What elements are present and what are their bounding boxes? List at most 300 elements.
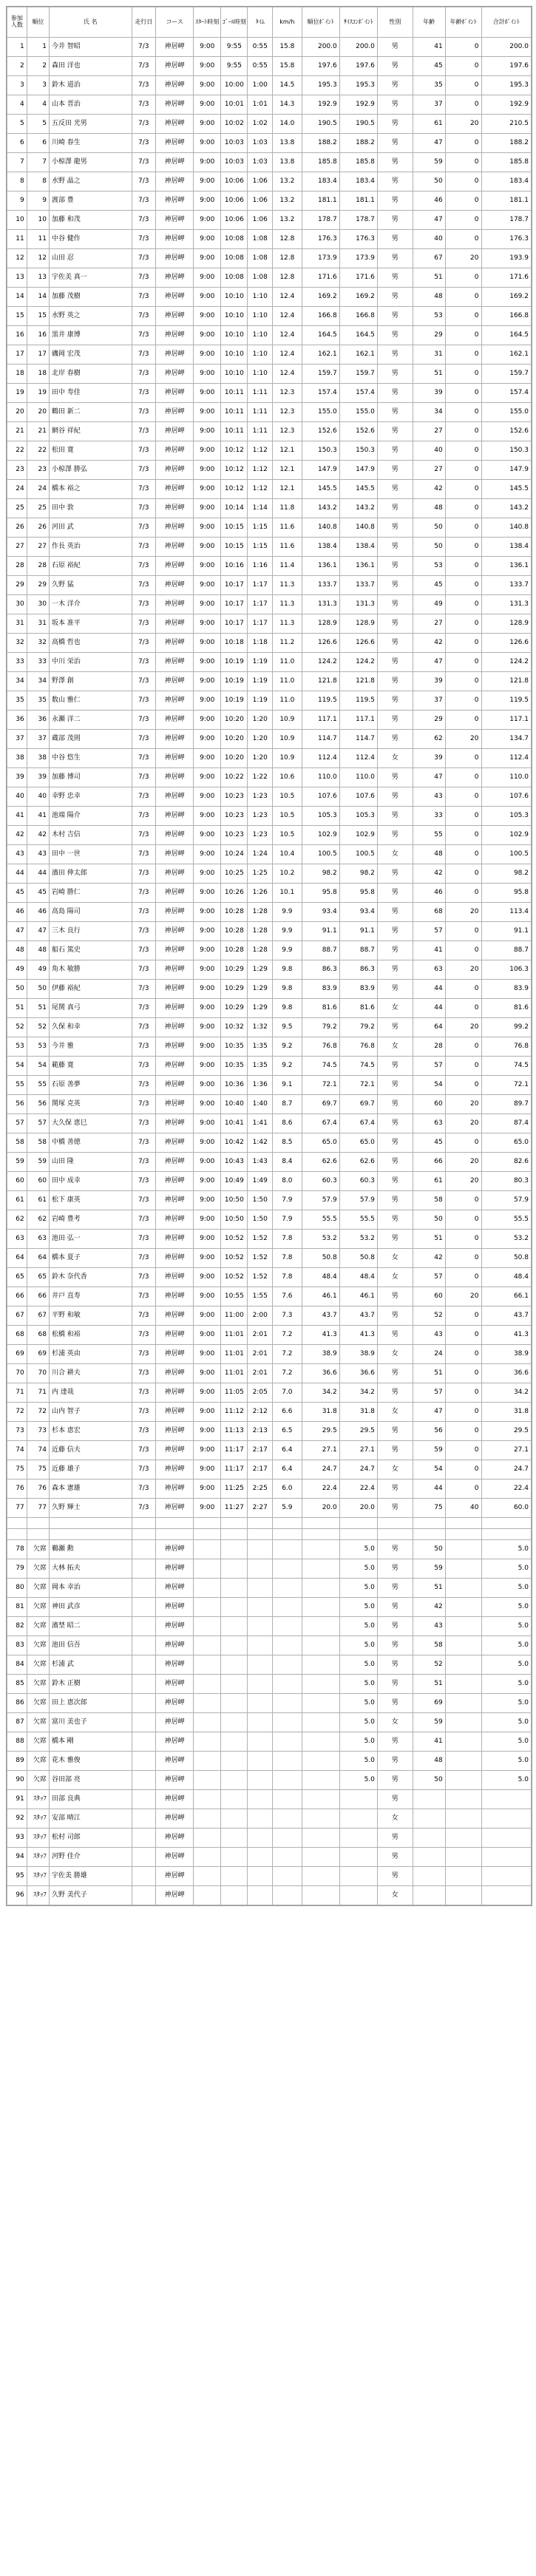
table-cell: 1:11 — [248, 384, 273, 403]
table-cell: 55.5 — [481, 1210, 532, 1230]
table-cell: 107.6 — [481, 787, 532, 807]
table-cell: 9.5 — [273, 1018, 302, 1037]
table-cell — [221, 1655, 248, 1675]
table-cell: 36 — [7, 711, 27, 730]
table-cell: 69 — [27, 1345, 49, 1364]
table-cell: 7.9 — [273, 1210, 302, 1230]
table-cell: 81.6 — [302, 999, 339, 1018]
spacer-cell — [377, 1518, 413, 1529]
table-cell: 神居岬 — [156, 384, 194, 403]
table-cell — [273, 1867, 302, 1886]
table-cell: 神居岬 — [156, 1268, 194, 1287]
table-cell: 105.3 — [339, 807, 377, 826]
table-cell: 91.1 — [302, 922, 339, 941]
table-cell: 9:00 — [194, 807, 221, 826]
table-cell: 41.3 — [302, 1326, 339, 1345]
table-cell: 1:06 — [248, 191, 273, 211]
table-cell: 40 — [413, 441, 445, 461]
table-cell: 10:11 — [221, 422, 248, 441]
table-cell: 1:12 — [248, 441, 273, 461]
table-cell: 10:20 — [221, 749, 248, 768]
table-cell: 5.0 — [339, 1655, 377, 1675]
table-cell: 0 — [445, 999, 481, 1018]
table-row — [7, 1268, 532, 1287]
table-cell: 12.1 — [273, 441, 302, 461]
table-cell: 60 — [413, 1095, 445, 1114]
table-cell: 84 — [7, 1655, 27, 1675]
table-cell: 105.3 — [302, 807, 339, 826]
table-cell: 7/3 — [132, 922, 156, 941]
table-cell: 男 — [377, 1076, 413, 1095]
table-cell: 男 — [377, 1790, 413, 1809]
table-cell: 男 — [377, 1172, 413, 1191]
table-cell: 8 — [27, 172, 49, 191]
table-cell: 121.8 — [339, 672, 377, 691]
header-cell: 合計ﾎﾟｲﾝﾄ — [481, 7, 532, 38]
table-cell: 7/3 — [132, 1191, 156, 1210]
table-cell: 0 — [445, 711, 481, 730]
table-row — [7, 1752, 532, 1771]
table-cell: 107.6 — [339, 787, 377, 807]
table-cell — [481, 1848, 532, 1867]
table-cell: 7/3 — [132, 1153, 156, 1172]
table-cell: 久野 猛 — [49, 576, 132, 595]
table-cell: 16 — [27, 326, 49, 345]
table-cell: 橋本 剛 — [49, 1732, 132, 1752]
table-cell: ｽﾀｯﾌ — [27, 1867, 49, 1886]
table-cell — [445, 1828, 481, 1848]
table-cell — [221, 1675, 248, 1694]
table-cell: 0 — [445, 941, 481, 960]
table-row — [7, 288, 532, 307]
table-cell: 数山 雅仁 — [49, 691, 132, 711]
table-cell: 55 — [413, 826, 445, 845]
table-cell: 9:00 — [194, 1191, 221, 1210]
table-cell: 10:23 — [221, 807, 248, 826]
table-cell: 男 — [377, 76, 413, 95]
table-cell: 0 — [445, 230, 481, 249]
table-cell — [413, 1867, 445, 1886]
table-cell: 9.8 — [273, 999, 302, 1018]
table-cell: 5.0 — [339, 1559, 377, 1579]
table-cell: 神居岬 — [156, 288, 194, 307]
table-cell: 欠席 — [27, 1732, 49, 1752]
table-cell: 森本 憲雄 — [49, 1479, 132, 1499]
table-cell: 0 — [445, 172, 481, 191]
table-cell — [445, 1713, 481, 1732]
table-cell: 1:02 — [248, 115, 273, 134]
table-cell: 9:00 — [194, 1326, 221, 1345]
table-cell: 7/3 — [132, 326, 156, 345]
table-cell — [194, 1713, 221, 1732]
table-cell: 73 — [7, 1422, 27, 1441]
table-row — [7, 249, 532, 268]
table-row — [7, 787, 532, 807]
table-cell: 53 — [7, 1037, 27, 1057]
table-cell: 39 — [413, 749, 445, 768]
table-cell — [445, 1848, 481, 1867]
table-cell: 20 — [445, 115, 481, 134]
table-cell: 0 — [445, 191, 481, 211]
table-cell: 欠席 — [27, 1559, 49, 1579]
table-cell: 宇佐美 真一 — [49, 268, 132, 288]
table-cell: 95.8 — [481, 884, 532, 903]
table-cell: 145.5 — [481, 480, 532, 499]
table-cell: 100.5 — [339, 845, 377, 864]
table-cell: 25 — [27, 499, 49, 518]
table-cell: 安部 晴江 — [49, 1809, 132, 1828]
table-cell: 29 — [7, 576, 27, 595]
table-cell: 加藤 茂樹 — [49, 288, 132, 307]
table-cell: 7/3 — [132, 903, 156, 922]
table-cell — [132, 1694, 156, 1713]
table-cell: 10:35 — [221, 1057, 248, 1076]
table-cell: 90 — [7, 1771, 27, 1790]
table-cell: 神居岬 — [156, 1886, 194, 1905]
table-cell: 伊藤 裕紀 — [49, 980, 132, 999]
table-cell: 9:00 — [194, 576, 221, 595]
spacer-cell — [221, 1518, 248, 1529]
table-cell: 濱田 伸太郎 — [49, 864, 132, 884]
table-cell: 1:08 — [248, 268, 273, 288]
table-cell: 2:01 — [248, 1345, 273, 1364]
table-cell — [445, 1790, 481, 1809]
table-cell: 37 — [27, 730, 49, 749]
table-cell: 神居岬 — [156, 1249, 194, 1268]
table-cell: 10:10 — [221, 326, 248, 345]
table-row — [7, 1617, 532, 1636]
table-cell — [302, 1675, 339, 1694]
table-cell: 81 — [7, 1598, 27, 1617]
table-cell — [194, 1675, 221, 1694]
table-cell: 72.1 — [302, 1076, 339, 1095]
table-cell: 作長 英治 — [49, 538, 132, 557]
table-cell: 61 — [27, 1191, 49, 1210]
table-cell: 93 — [7, 1828, 27, 1848]
table-cell — [132, 1771, 156, 1790]
table-cell: 57 — [413, 922, 445, 941]
table-cell: 14.0 — [273, 115, 302, 134]
table-row — [7, 211, 532, 230]
spacer-cell — [481, 1529, 532, 1540]
table-cell: 石原 善夢 — [49, 1076, 132, 1095]
table-row — [7, 1114, 532, 1133]
table-cell: 岩崎 豊考 — [49, 1210, 132, 1230]
table-cell: 9:00 — [194, 76, 221, 95]
table-cell: 9:00 — [194, 1153, 221, 1172]
table-cell: 神居岬 — [156, 1364, 194, 1383]
table-row — [7, 807, 532, 826]
table-cell: 神居岬 — [156, 1133, 194, 1153]
table-cell: 10:15 — [221, 538, 248, 557]
table-cell: 男 — [377, 1095, 413, 1114]
table-cell: 9:00 — [194, 730, 221, 749]
table-cell: 0 — [445, 1210, 481, 1230]
table-cell: 39 — [27, 768, 49, 787]
table-cell: 9:00 — [194, 653, 221, 672]
table-cell: 神居岬 — [156, 614, 194, 634]
table-cell: 高島 陽司 — [49, 903, 132, 922]
table-cell: 1:23 — [248, 826, 273, 845]
table-cell: 71 — [27, 1383, 49, 1403]
table-cell — [273, 1790, 302, 1809]
table-cell: 9:00 — [194, 1057, 221, 1076]
table-cell: 16 — [7, 326, 27, 345]
table-cell: 61 — [413, 115, 445, 134]
table-cell: 10.9 — [273, 711, 302, 730]
table-row — [7, 441, 532, 461]
table-cell: 38 — [27, 749, 49, 768]
table-cell: 欠席 — [27, 1694, 49, 1713]
table-cell: 5.0 — [339, 1617, 377, 1636]
table-cell: 1:35 — [248, 1057, 273, 1076]
table-cell: 神居岬 — [156, 172, 194, 191]
table-cell — [221, 1848, 248, 1867]
table-cell: 9:00 — [194, 1172, 221, 1191]
table-cell: 66 — [7, 1287, 27, 1306]
table-cell: 10:55 — [221, 1287, 248, 1306]
table-cell: 136.1 — [481, 557, 532, 576]
table-cell: 1:52 — [248, 1230, 273, 1249]
table-cell: 0 — [445, 1230, 481, 1249]
table-cell: 36 — [27, 711, 49, 730]
table-cell: 110.0 — [302, 768, 339, 787]
table-cell: 神居岬 — [156, 1345, 194, 1364]
table-cell: 内 達哉 — [49, 1383, 132, 1403]
table-row — [7, 1809, 532, 1828]
table-cell — [273, 1559, 302, 1579]
table-cell: 岩崎 勝仁 — [49, 884, 132, 903]
table-row — [7, 1598, 532, 1617]
table-cell: 10:12 — [221, 461, 248, 480]
table-cell: 神居岬 — [156, 1422, 194, 1441]
table-cell: 75 — [27, 1460, 49, 1479]
table-cell: 46 — [27, 903, 49, 922]
table-cell: 橋本 夏子 — [49, 1249, 132, 1268]
table-cell: 7.2 — [273, 1326, 302, 1345]
table-cell: 56 — [7, 1095, 27, 1114]
table-cell: 80 — [7, 1579, 27, 1598]
table-cell: 加藤 博司 — [49, 768, 132, 787]
table-cell: 112.4 — [302, 749, 339, 768]
table-cell: 0 — [445, 1326, 481, 1345]
table-cell: 神居岬 — [156, 1771, 194, 1790]
table-cell: 男 — [377, 1057, 413, 1076]
table-cell: 200.0 — [481, 38, 532, 57]
table-cell: 20 — [445, 1172, 481, 1191]
table-cell: 9:00 — [194, 288, 221, 307]
table-cell: 53 — [413, 307, 445, 326]
table-cell: 0 — [445, 634, 481, 653]
table-row — [7, 711, 532, 730]
table-cell: 46.1 — [302, 1287, 339, 1306]
table-cell: 121.8 — [481, 672, 532, 691]
table-cell: 0 — [445, 134, 481, 153]
table-cell: 27 — [413, 614, 445, 634]
table-row — [7, 461, 532, 480]
table-cell: 男 — [377, 153, 413, 172]
table-cell: 大林 拓夫 — [49, 1559, 132, 1579]
header-cell: 参加人数 — [7, 7, 27, 38]
table-cell: 0 — [445, 1057, 481, 1076]
table-cell: 152.6 — [339, 422, 377, 441]
table-cell — [132, 1559, 156, 1579]
table-cell: 0:55 — [248, 57, 273, 76]
table-row — [7, 672, 532, 691]
table-cell: 64 — [7, 1249, 27, 1268]
header-cell: 走行日 — [132, 7, 156, 38]
table-cell: 28 — [27, 557, 49, 576]
table-cell: 79.2 — [339, 1018, 377, 1037]
table-cell: 47 — [27, 922, 49, 941]
table-row — [7, 1441, 532, 1460]
table-cell: 112.4 — [481, 749, 532, 768]
table-cell: 126.6 — [481, 634, 532, 653]
table-cell: 1:52 — [248, 1268, 273, 1287]
table-cell: 9:00 — [194, 1364, 221, 1383]
table-cell: 0 — [445, 461, 481, 480]
table-cell: 87 — [7, 1713, 27, 1732]
table-cell: 47 — [7, 922, 27, 941]
table-cell: 42 — [7, 826, 27, 845]
table-cell: 渡部 豊 — [49, 191, 132, 211]
table-cell: 50.8 — [481, 1249, 532, 1268]
table-cell: 42 — [413, 1598, 445, 1617]
table-cell: 43 — [7, 845, 27, 864]
table-cell: 62.6 — [339, 1153, 377, 1172]
spacer-cell — [221, 1529, 248, 1540]
table-cell: 12 — [7, 249, 27, 268]
table-cell: 9.1 — [273, 1076, 302, 1095]
table-cell: 41.3 — [339, 1326, 377, 1345]
table-cell: 9:00 — [194, 634, 221, 653]
table-cell: 7.8 — [273, 1230, 302, 1249]
table-cell: 0 — [445, 922, 481, 941]
table-cell: 9:00 — [194, 1018, 221, 1037]
table-cell: 10.4 — [273, 845, 302, 864]
table-cell: 92 — [7, 1809, 27, 1828]
table-cell: 40 — [7, 787, 27, 807]
table-cell: 9:00 — [194, 980, 221, 999]
table-cell: 1:03 — [248, 153, 273, 172]
table-cell: 112.4 — [339, 749, 377, 768]
table-cell: 1:17 — [248, 595, 273, 614]
table-cell: 155.0 — [339, 403, 377, 422]
table-cell: 24.7 — [481, 1460, 532, 1479]
table-cell: 男 — [377, 1752, 413, 1771]
table-cell: 119.5 — [302, 691, 339, 711]
table-cell: 0 — [445, 153, 481, 172]
table-cell: 44 — [413, 1479, 445, 1499]
table-cell: 1:29 — [248, 960, 273, 980]
table-cell: 男 — [377, 691, 413, 711]
table-cell: 1:03 — [248, 134, 273, 153]
spacer-cell — [27, 1518, 49, 1529]
table-cell: 神居岬 — [156, 538, 194, 557]
table-cell: 63 — [27, 1230, 49, 1249]
table-cell: 20.0 — [339, 1499, 377, 1518]
table-cell: 140.8 — [339, 518, 377, 538]
table-cell: 12.4 — [273, 365, 302, 384]
table-cell: 91.1 — [339, 922, 377, 941]
table-cell: 10:50 — [221, 1210, 248, 1230]
table-cell: 5.0 — [339, 1732, 377, 1752]
table-cell: 神居岬 — [156, 634, 194, 653]
table-cell — [194, 1617, 221, 1636]
table-cell: ｽﾀｯﾌ — [27, 1828, 49, 1848]
table-cell: 91 — [7, 1790, 27, 1809]
table-cell: 男 — [377, 1114, 413, 1133]
table-cell: 9:00 — [194, 1403, 221, 1422]
table-cell: ｽﾀｯﾌ — [27, 1886, 49, 1905]
table-cell: 10 — [27, 211, 49, 230]
table-cell: 93.4 — [302, 903, 339, 922]
table-cell — [248, 1559, 273, 1579]
table-cell: 50 — [413, 172, 445, 191]
table-cell: 男 — [377, 980, 413, 999]
table-cell: 77 — [27, 1499, 49, 1518]
table-cell: 0 — [445, 57, 481, 76]
table-cell: 45 — [413, 1133, 445, 1153]
table-row — [7, 864, 532, 884]
table-cell: 162.1 — [339, 345, 377, 365]
spacer-cell — [273, 1518, 302, 1529]
table-cell: 神居岬 — [156, 1598, 194, 1617]
table-cell: 21 — [27, 422, 49, 441]
table-cell: 9:00 — [194, 191, 221, 211]
table-row — [7, 1191, 532, 1210]
table-cell: 7/3 — [132, 499, 156, 518]
table-cell: 48.4 — [302, 1268, 339, 1287]
table-cell: 12.8 — [273, 230, 302, 249]
table-cell: 10:19 — [221, 672, 248, 691]
table-cell: 神居岬 — [156, 903, 194, 922]
table-cell: 82.6 — [481, 1153, 532, 1172]
table-cell: 192.9 — [481, 95, 532, 115]
table-cell: 神居岬 — [156, 211, 194, 230]
table-cell: 神居岬 — [156, 1713, 194, 1732]
table-cell: 29 — [27, 576, 49, 595]
table-row — [7, 365, 532, 384]
table-cell: 24.7 — [302, 1460, 339, 1479]
table-cell: 10:36 — [221, 1076, 248, 1095]
table-cell: 98.2 — [481, 864, 532, 884]
table-cell: 0 — [445, 345, 481, 365]
table-cell: 43.7 — [302, 1306, 339, 1326]
table-cell: 0 — [445, 614, 481, 634]
table-cell: 尾関 真弓 — [49, 999, 132, 1018]
spacer-cell — [7, 1529, 27, 1540]
table-cell — [194, 1540, 221, 1559]
table-cell: 範藤 寛 — [49, 1057, 132, 1076]
table-cell: 9:00 — [194, 1460, 221, 1479]
table-cell: 7/3 — [132, 595, 156, 614]
results-table — [7, 7, 532, 1905]
table-cell: 147.9 — [481, 461, 532, 480]
table-cell: 48 — [413, 1752, 445, 1771]
table-cell: 男 — [377, 57, 413, 76]
table-cell — [132, 1732, 156, 1752]
table-cell: 19 — [27, 384, 49, 403]
table-cell: 9:00 — [194, 1076, 221, 1095]
table-cell: 神居岬 — [156, 980, 194, 999]
table-cell: 6 — [7, 134, 27, 153]
table-cell: 男 — [377, 787, 413, 807]
table-cell: 200.0 — [339, 38, 377, 57]
table-cell: 57 — [413, 1383, 445, 1403]
table-cell: 0 — [445, 403, 481, 422]
table-cell: 76.8 — [339, 1037, 377, 1057]
